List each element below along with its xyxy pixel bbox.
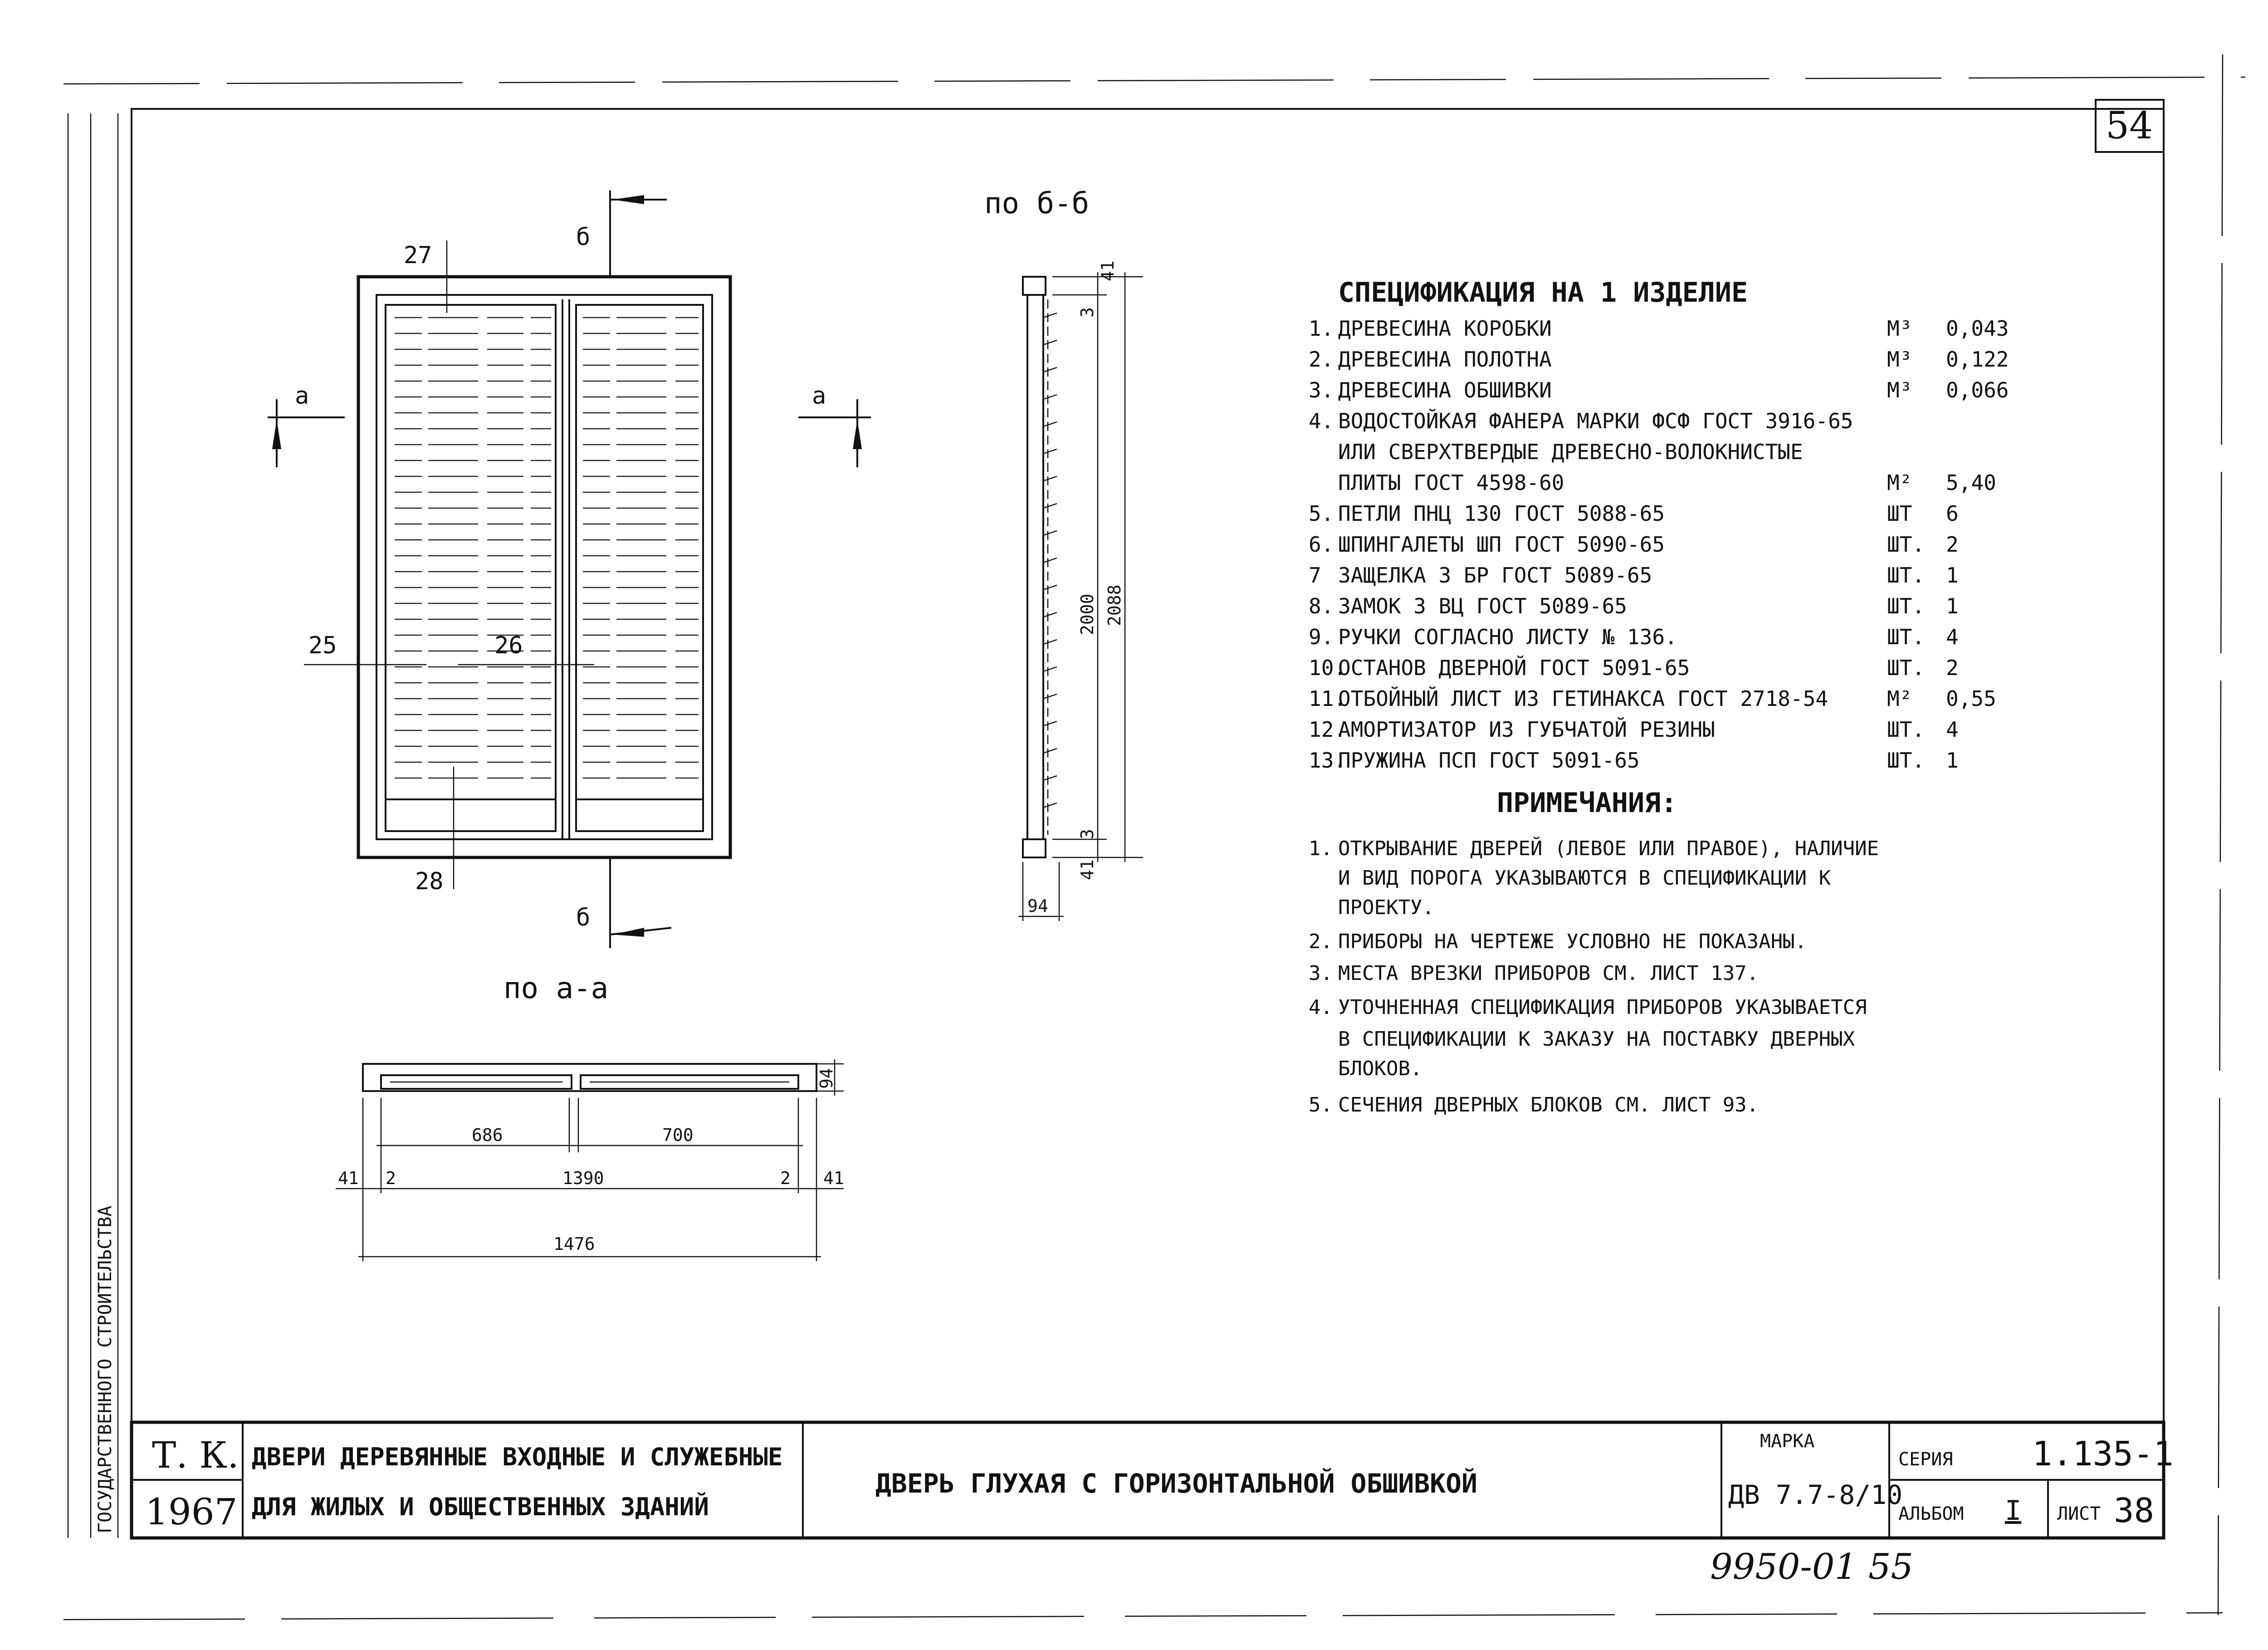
svg-text:ОСТАНОВ ДВЕРНОЙ ГОСТ 5091-65: ОСТАНОВ ДВЕРНОЙ ГОСТ 5091-65: [1338, 656, 1690, 680]
svg-text:1: 1: [1946, 748, 1959, 773]
tb-org: Т. К.: [152, 1434, 239, 1476]
spec-row: [1338, 440, 1803, 464]
notes-title: ПРИМЕЧАНИЯ:: [1497, 787, 1677, 819]
dim-2088: 2088: [1105, 584, 1124, 626]
svg-text:ШТ.: ШТ.: [1887, 594, 1925, 618]
svg-text:ШТ.: ШТ.: [1887, 748, 1925, 773]
svg-text:5.: 5.: [1309, 501, 1334, 526]
svg-text:8.: 8.: [1309, 594, 1334, 618]
svg-text:1: 1: [1946, 563, 1959, 588]
svg-text:0,043: 0,043: [1946, 316, 2009, 341]
svg-text:26: 26: [494, 632, 523, 659]
svg-text:ОТКРЫВАНИЕ ДВЕРЕЙ (ЛЕВОЕ ИЛИ: ОТКРЫВАНИЕ ДВЕРЕЙ (ЛЕВОЕ ИЛИ ПРАВОЕ), НАЛИЧИЕ: [1338, 837, 1879, 860]
svg-text:2: 2: [1946, 656, 1959, 680]
dim-41-right: 41: [823, 1168, 844, 1188]
svg-text:БЛОКОВ.: БЛОКОВ.: [1338, 1057, 1422, 1080]
svg-text:1: 1: [1946, 594, 1959, 618]
note-line: [1309, 930, 1807, 953]
section-mark-a-right-label: а: [812, 382, 826, 410]
svg-text:АМОРТИЗАТОР ИЗ ГУБЧАТОЙ РЕЗ: АМОРТИЗАТОР ИЗ ГУБЧАТОЙ РЕЗИНЫ: [1338, 717, 1715, 742]
svg-text:ПРУЖИНА ПСП ГОСТ 5091-65: ПРУЖИНА ПСП ГОСТ 5091-65: [1338, 748, 1640, 773]
svg-text:9.: 9.: [1309, 625, 1334, 649]
dim-2-left: 2: [386, 1168, 396, 1188]
svg-text:3.: 3.: [1309, 962, 1333, 985]
dim-plan-94: 94: [816, 1068, 836, 1089]
svg-text:6.: 6.: [1309, 532, 1334, 557]
dim-top-41: 41: [1098, 260, 1118, 281]
svg-text:ПЛИТЫ ГОСТ 4598-60: ПЛИТЫ ГОСТ 4598-60: [1338, 470, 1564, 495]
svg-text:М²: М²: [1887, 470, 1912, 495]
svg-text:2.: 2.: [1309, 347, 1334, 372]
svg-text:ШТ: ШТ: [1887, 501, 1912, 526]
svg-text:ВОДОСТОЙКАЯ ФАНЕРА МАРКИ ФСФ Г: ВОДОСТОЙКАЯ ФАНЕРА МАРКИ ФСФ ГОСТ 3916-65: [1338, 409, 1853, 433]
tb-albom-label: АЛЬБОМ: [1898, 1503, 1964, 1524]
note-line: [1309, 996, 1867, 1019]
tb-series-title-2: ДЛЯ ЖИЛЫХ И ОБЩЕСТВЕННЫХ ЗДАНИЙ: [252, 1493, 709, 1521]
svg-text:28: 28: [415, 868, 444, 895]
tb-albom-value: I: [2005, 1495, 2022, 1527]
section-mark-a-left-label: а: [295, 382, 309, 410]
svg-text:ДРЕВЕСИНА ПОЛОТНА: ДРЕВЕСИНА ПОЛОТНА: [1338, 347, 1552, 372]
svg-text:ОТБОЙНЫЙ ЛИСТ ИЗ ГЕТИНАКСА ГОС: ОТБОЙНЫЙ ЛИСТ ИЗ ГЕТИНАКСА ГОСТ 2718-54: [1338, 686, 1828, 711]
svg-text:0,066: 0,066: [1946, 378, 2009, 402]
svg-text:ЗАЩЕЛКА 3 БР ГОСТ 5089-65: ЗАЩЕЛКА 3 БР ГОСТ 5089-65: [1338, 563, 1652, 588]
spec-row: [1309, 686, 1996, 711]
svg-text:ДРЕВЕСИНА КОРОБКИ: ДРЕВЕСИНА КОРОБКИ: [1338, 316, 1552, 341]
archive-number: 9950-01 55: [1710, 1547, 1914, 1587]
tb-year: 1967: [145, 1491, 238, 1533]
svg-text:1.: 1.: [1309, 316, 1334, 341]
dim-2000: 2000: [1077, 593, 1097, 635]
svg-text:25: 25: [308, 632, 337, 659]
dim-w-94: 94: [1027, 896, 1048, 916]
tb-drawing-title: ДВЕРЬ ГЛУХАЯ С ГОРИЗОНТАЛЬНОЙ ОБШИВКОЙ: [875, 1468, 1477, 1499]
svg-text:13.: 13.: [1309, 748, 1347, 773]
plan-a-a-caption: по а-а: [503, 972, 609, 1005]
dim-686: 686: [472, 1125, 503, 1145]
svg-text:МЕСТА ВРЕЗКИ ПРИБОРОВ СМ. Л: МЕСТА ВРЕЗКИ ПРИБОРОВ СМ. ЛИСТ 137.: [1338, 962, 1759, 985]
spec-title: СПЕЦИФИКАЦИЯ НА 1 ИЗДЕЛИЕ: [1338, 277, 1748, 308]
dim-bot-41: 41: [1077, 859, 1097, 880]
dim-700: 700: [662, 1125, 694, 1145]
dim-1390: 1390: [562, 1168, 604, 1188]
tb-seriya-label: СЕРИЯ: [1898, 1449, 1953, 1470]
svg-text:11.: 11.: [1309, 686, 1347, 711]
note-line: [1338, 1057, 1422, 1080]
svg-text:ШПИНГАЛЕТЫ ШП ГОСТ 5090-65: ШПИНГАЛЕТЫ ШП ГОСТ 5090-65: [1338, 532, 1665, 557]
svg-text:5,40: 5,40: [1946, 470, 1996, 495]
svg-text:4: 4: [1946, 717, 1959, 742]
dim-1476: 1476: [553, 1234, 595, 1254]
section-mark-b-bottom-label: б: [576, 904, 591, 931]
svg-text:ШТ.: ШТ.: [1887, 717, 1925, 742]
svg-text:4.: 4.: [1309, 409, 1334, 433]
note-line: [1309, 1093, 1759, 1116]
svg-text:27: 27: [404, 242, 432, 269]
tb-marka-value: ДВ 7.7-8/10: [1728, 1479, 1903, 1510]
svg-text:5.: 5.: [1309, 1093, 1333, 1116]
spec-row: [1309, 409, 1853, 433]
svg-text:М²: М²: [1887, 686, 1912, 711]
svg-text:2: 2: [1946, 532, 1959, 557]
svg-text:2.: 2.: [1309, 930, 1333, 953]
svg-text:3.: 3.: [1309, 378, 1334, 402]
svg-text:12.: 12.: [1309, 717, 1347, 742]
svg-text:1.: 1.: [1309, 837, 1333, 860]
dim-41-left: 41: [338, 1168, 359, 1188]
svg-text:0,122: 0,122: [1946, 347, 2009, 372]
side-stamp-text: ГОСУДАРСТВЕННОГО СТРОИТЕЛЬСТВА: [95, 1205, 116, 1533]
svg-text:ПРОЕКТУ.: ПРОЕКТУ.: [1338, 896, 1434, 919]
svg-text:М³: М³: [1887, 347, 1912, 372]
note-line: [1309, 962, 1759, 985]
section-mark-b-top-label: б: [576, 224, 591, 251]
tb-list-label: ЛИСТ: [2057, 1503, 2101, 1524]
dim-top-3: 3: [1077, 307, 1097, 318]
svg-text:4.: 4.: [1309, 996, 1333, 1019]
svg-text:ПРИБОРЫ НА ЧЕРТЕЖЕ УСЛОВНО НЕ: ПРИБОРЫ НА ЧЕРТЕЖЕ УСЛОВНО НЕ ПОКАЗАНЫ.: [1338, 930, 1807, 953]
svg-text:УТОЧНЕННАЯ СПЕЦИФИКАЦИЯ ПРИБ: УТОЧНЕННАЯ СПЕЦИФИКАЦИЯ ПРИБОРОВ УКАЗЫВАЕТСЯ: [1338, 996, 1867, 1019]
svg-text:М³: М³: [1887, 378, 1912, 402]
dim-2-right: 2: [780, 1168, 791, 1188]
svg-text:М³: М³: [1887, 316, 1912, 341]
svg-text:И ВИД ПОРОГА УКАЗЫВАЮТСЯ В: И ВИД ПОРОГА УКАЗЫВАЮТСЯ В СПЕЦИФИКАЦИИ К: [1338, 867, 1831, 890]
svg-text:ДРЕВЕСИНА ОБШИВКИ: ДРЕВЕСИНА ОБШИВКИ: [1338, 378, 1552, 402]
note-line: [1338, 1028, 1855, 1051]
sheet-number: 54: [2106, 104, 2153, 147]
svg-text:7: 7: [1309, 563, 1321, 588]
svg-text:СЕЧЕНИЯ ДВЕРНЫХ БЛОКОВ СМ.: СЕЧЕНИЯ ДВЕРНЫХ БЛОКОВ СМ. ЛИСТ 93.: [1338, 1093, 1759, 1116]
svg-text:ИЛИ СВЕРХТВЕРДЫЕ ДРЕВЕСНО-ВОЛО: ИЛИ СВЕРХТВЕРДЫЕ ДРЕВЕСНО-ВОЛОКНИСТЫЕ: [1338, 440, 1803, 464]
svg-text:РУЧКИ СОГЛАСНО ЛИСТУ № 136.: РУЧКИ СОГЛАСНО ЛИСТУ № 136.: [1338, 625, 1677, 649]
svg-text:6: 6: [1946, 501, 1959, 526]
svg-text:ЗАМОК 3 ВЦ ГОСТ 5089-65: ЗАМОК 3 ВЦ ГОСТ 5089-65: [1338, 594, 1627, 618]
tb-series-title-1: ДВЕРИ ДЕРЕВЯННЫЕ ВХОДНЫЕ И СЛУЖЕБНЫЕ: [252, 1443, 783, 1471]
tb-seriya-value: 1.135-1: [2032, 1435, 2174, 1474]
section-b-b-caption: по б-б: [984, 187, 1090, 220]
note-line: [1338, 867, 1831, 890]
svg-text:4: 4: [1946, 625, 1959, 649]
dim-bot-3: 3: [1077, 829, 1097, 839]
svg-text:ШТ.: ШТ.: [1887, 532, 1925, 557]
svg-text:10.: 10.: [1309, 656, 1347, 680]
svg-text:0,55: 0,55: [1946, 686, 1996, 711]
svg-text:ШТ.: ШТ.: [1887, 656, 1925, 680]
svg-text:ШТ.: ШТ.: [1887, 563, 1925, 588]
svg-text:ПЕТЛИ ПНЦ 130 ГОСТ 5088-65: ПЕТЛИ ПНЦ 130 ГОСТ 5088-65: [1338, 501, 1665, 526]
svg-text:ШТ.: ШТ.: [1887, 625, 1925, 649]
note-line: [1338, 896, 1434, 919]
tb-list-value: 38: [2114, 1491, 2155, 1530]
note-line: [1309, 836, 1879, 860]
tb-marka-label: МАРКА: [1760, 1431, 1815, 1452]
svg-text:В СПЕЦИФИКАЦИИ К ЗАКАЗУ НА: В СПЕЦИФИКАЦИИ К ЗАКАЗУ НА ПОСТАВКУ ДВЕРНЫХ: [1338, 1028, 1855, 1051]
